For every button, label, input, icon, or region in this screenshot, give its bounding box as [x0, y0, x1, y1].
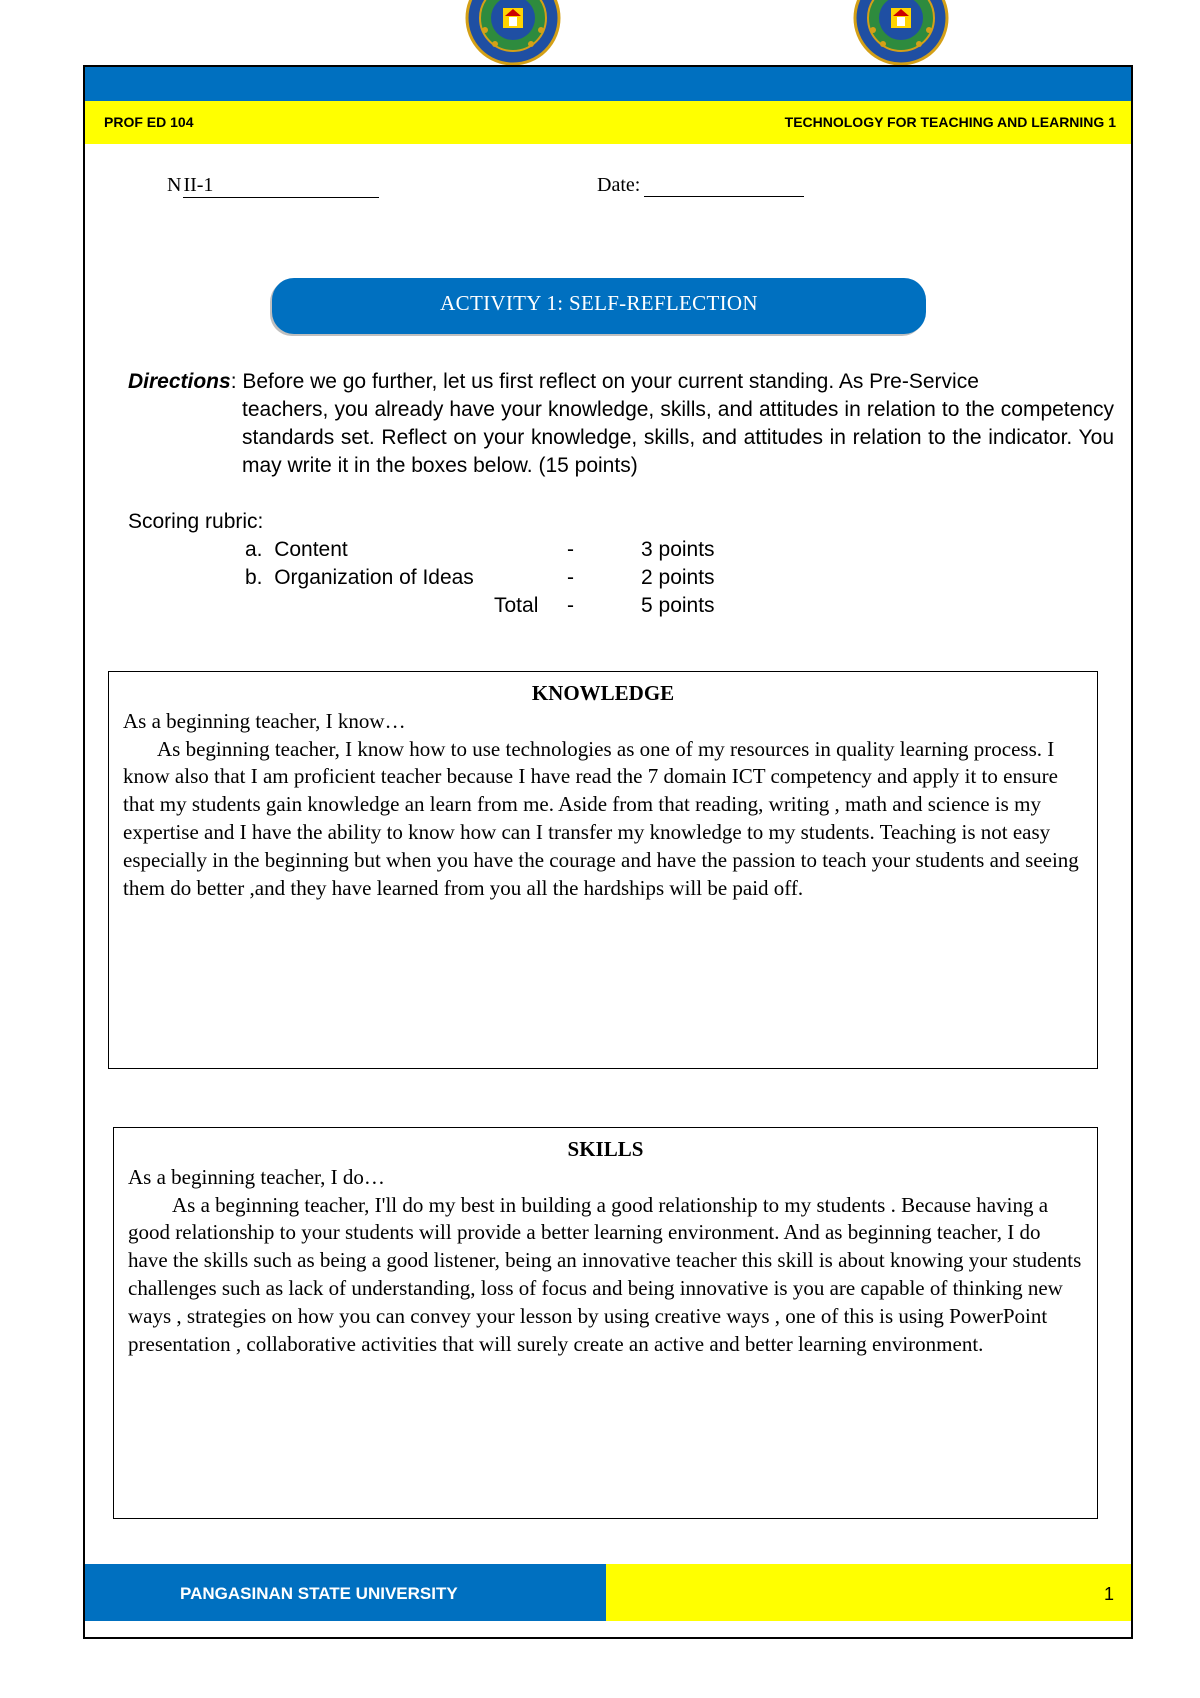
- name-field: [167, 174, 379, 198]
- rubric-item: [245, 566, 745, 594]
- footer-university: PANGASINAN STATE UNIVERSITY: [180, 1584, 458, 1603]
- skills-prompt: As a beginning teacher, I do…: [128, 1164, 385, 1189]
- rubric-points: 3 points: [641, 538, 715, 561]
- knowledge-prompt: As a beginning teacher, I know…: [123, 708, 406, 733]
- directions: [128, 368, 1114, 480]
- date-field: [597, 174, 804, 197]
- rubric-points: 2 points: [641, 566, 715, 589]
- skills-title: SKILLS: [567, 1137, 644, 1161]
- rubric-dash: -: [567, 538, 574, 561]
- rubric-title: Scoring rubric:: [128, 510, 264, 533]
- date-label: Date:: [597, 174, 641, 196]
- name-value: II-1: [183, 174, 379, 198]
- skills-answer: As a beginning teacher, I'll do my best in building a good relationship to my students . Because having a good relationship to your students will provide a better learning environment. And as beginning teacher, I do have the skills such as being a good listener, being an innovative teacher this skill is about knowing your students challenges such as lack of understanding, loss of focus and being innovative is you are capable of thinking new ways , strategies on how you can convey your lesson by using creative ways , one of this is using PowerPoint presentation , collaborative activities that will surely create an active and better learning environment.: [128, 1192, 1082, 1356]
- directions-body: teachers, you already have your knowledge, skills, and attitudes in relation to the competency standards set. Reflect on your knowledge, skills, and attitudes in relation to the indicator. You may write it in the boxes below. (15 points): [242, 398, 1114, 477]
- page-number: 1: [1104, 1584, 1115, 1604]
- knowledge-title: KNOWLEDGE: [531, 681, 675, 705]
- rubric-dash: -: [567, 566, 574, 589]
- name-label: N: [167, 174, 182, 196]
- rubric-total-dash: -: [567, 594, 574, 617]
- course-title: TECHNOLOGY FOR TEACHING AND LEARNING 1: [784, 114, 1116, 130]
- activity-title: ACTIVITY 1: SELF-REFLECTION: [272, 278, 926, 334]
- directions-first-line: : Before we go further, let us first reflect on your current standing. As Pre-Service: [230, 370, 979, 393]
- knowledge-answer: As beginning teacher, I know how to use technologies as one of my resources in quality learning process. I know also that I am proficient teacher because I have read the 7 domain ICT competency and apply it to ensure that my students gain knowledge an learn from me. Aside from that reading, writing , math and science is my expertise and I have the ability to know how can I transfer my knowledge to my students. Teaching is not easy especially in the beginning but when you have the courage and have the passion to teach your students and seeing them do better ,and they have learned from you all the hardships will be paid off.: [123, 736, 1079, 900]
- rubric-letter: b.: [245, 566, 263, 589]
- rubric-label: Organization of Ideas: [274, 566, 474, 589]
- knowledge-box: [108, 671, 1098, 1069]
- footer-yellow-band: [606, 1564, 1131, 1621]
- skills-box: [113, 1127, 1098, 1519]
- university-seal-icon: [853, 0, 949, 66]
- rubric-total: [245, 594, 745, 622]
- date-blank: [644, 174, 804, 197]
- directions-label: Directions: [128, 370, 231, 393]
- rubric-label: Content: [274, 538, 348, 561]
- university-seal-icon: [465, 0, 561, 66]
- header-blue-band: [85, 67, 1131, 101]
- rubric-item: [245, 538, 745, 566]
- rubric-total-label: Total: [494, 594, 539, 617]
- rubric-letter: a.: [245, 538, 263, 561]
- rubric-total-points: 5 points: [641, 594, 715, 617]
- course-code: PROF ED 104: [104, 114, 194, 130]
